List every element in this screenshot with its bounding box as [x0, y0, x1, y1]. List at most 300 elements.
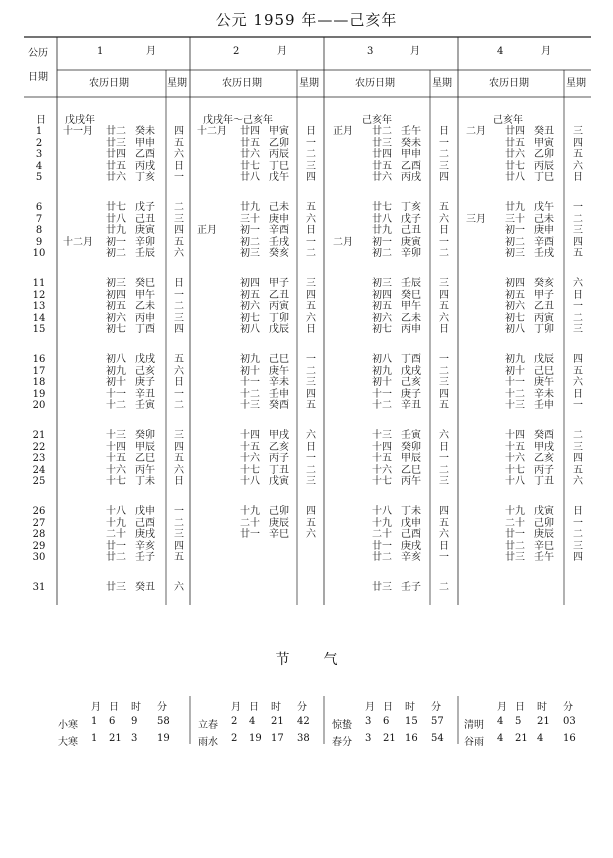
lunar-day: 二十	[240, 517, 260, 529]
ganzhi: 丙寅	[269, 301, 289, 313]
ganzhi: 甲午	[401, 301, 421, 313]
solar-term-value: 2	[231, 716, 238, 727]
jieqi-header: 时	[537, 702, 547, 713]
lunar-day: 十七	[505, 464, 525, 476]
lunar-day: 廿三	[372, 137, 392, 149]
lunar-day: 十一	[505, 377, 525, 389]
lunar-month-label: 十二月	[63, 236, 93, 248]
lunar-month-label: 正月	[333, 126, 353, 137]
ganzhi: 乙卯	[269, 137, 289, 149]
solar-term-value: 5	[515, 716, 522, 727]
weekday: 一	[573, 400, 583, 412]
ganzhi: 乙亥	[534, 453, 554, 465]
ganzhi: 己巳	[534, 365, 554, 377]
lunar-day: 十八	[505, 476, 525, 488]
ganzhi: 辛巳	[534, 540, 554, 552]
ganzhi: 癸丑	[135, 582, 155, 593]
jieqi-header: 月	[231, 702, 241, 713]
lunar-day: 廿三	[372, 582, 392, 593]
lunar-day: 初六	[372, 312, 392, 324]
jieqi-header: 月	[91, 702, 101, 713]
ganzhi: 壬寅	[401, 430, 421, 441]
solar-term-value: 3	[131, 733, 138, 744]
solar-term-name: 立春	[198, 720, 218, 731]
ganzhi: 癸亥	[534, 278, 554, 289]
ganzhi: 丁未	[135, 476, 155, 488]
weekday: 四	[439, 172, 449, 184]
ganzhi: 己丑	[135, 213, 155, 225]
weekday: 四	[174, 324, 184, 336]
weekday: 六	[174, 582, 184, 593]
gregorian-day: 25	[32, 476, 46, 488]
weekday: 三	[174, 529, 184, 541]
lunar-day: 廿七	[106, 202, 126, 213]
ganzhi: 辛卯	[135, 236, 155, 248]
ganzhi: 乙丑	[534, 301, 554, 313]
weekday: 一	[174, 506, 184, 517]
lunar-day: 十四	[505, 430, 525, 441]
jieqi-header: 月	[365, 702, 375, 713]
ganzhi: 己未	[534, 213, 554, 225]
weekday: 日	[573, 172, 583, 184]
ganzhi: 己卯	[269, 506, 289, 517]
ganzhi: 丙申	[135, 312, 155, 324]
weekday: 三	[306, 476, 316, 488]
weekday: 二	[306, 149, 316, 161]
ganzhi: 戊辰	[534, 354, 554, 365]
jieqi-header: 日	[249, 702, 259, 713]
lunar-day: 十七	[240, 464, 260, 476]
ganzhi: 丙午	[401, 476, 421, 488]
gregorian-day: 23	[32, 453, 46, 465]
lunar-day: 十三	[372, 430, 392, 441]
weekday: 三	[573, 126, 583, 137]
lunar-day: 初七	[240, 312, 260, 324]
weekday: 二	[174, 202, 184, 213]
lunar-day: 初四	[106, 289, 126, 301]
weekday: 三	[573, 441, 583, 453]
ganzhi: 辛丑	[401, 400, 421, 412]
ganzhi: 辛卯	[401, 248, 421, 260]
lunar-day: 十四	[240, 430, 260, 441]
solar-term-value: 4	[497, 716, 504, 727]
ganzhi: 壬申	[269, 388, 289, 400]
weekday: 六	[439, 312, 449, 324]
weekday: 日	[174, 160, 184, 172]
weekday: 四	[306, 172, 316, 184]
weekday: 二	[174, 301, 184, 313]
gregorian-day: 1	[35, 126, 43, 137]
solar-term-value: 58	[157, 716, 170, 727]
gregorian-day: 10	[32, 248, 46, 260]
weekday: 三	[573, 324, 583, 336]
lunar-day: 初五	[106, 301, 126, 313]
solar-term-value: 6	[383, 716, 390, 727]
weekday: 一	[573, 517, 583, 529]
ganzhi: 癸丑	[534, 126, 554, 137]
weekday: 二	[439, 365, 449, 377]
gregorian-day: 12	[32, 289, 46, 301]
lunar-day: 十一	[240, 377, 260, 389]
lunar-day: 初一	[372, 236, 392, 248]
solar-term-value: 21	[515, 733, 528, 744]
ganzhi: 乙酉	[135, 149, 155, 161]
ganzhi: 丙子	[534, 464, 554, 476]
solar-term-value: 17	[271, 733, 284, 744]
lunar-day: 初一	[106, 236, 126, 248]
ganzhi: 庚戌	[135, 529, 155, 541]
weekday: 五	[306, 517, 316, 529]
lunar-month-label: 十一月	[63, 126, 93, 137]
lunar-day: 初三	[106, 278, 126, 289]
ganzhi: 辛丑	[135, 388, 155, 400]
lunar-day: 十五	[106, 453, 126, 465]
weekday: 日	[439, 441, 449, 453]
weekday: 四	[174, 126, 184, 137]
jieqi-header: 时	[271, 702, 281, 713]
month-2-unit: 月	[277, 46, 287, 57]
lunar-day: 初八	[240, 324, 260, 336]
year-label-1: 戊戌年	[65, 115, 95, 126]
year-label-4: 己亥年	[493, 115, 523, 126]
weekday: 六	[573, 377, 583, 389]
weekday: 六	[573, 160, 583, 172]
gregorian-day: 31	[32, 582, 46, 593]
weekday: 一	[306, 354, 316, 365]
ganzhi: 壬午	[534, 552, 554, 564]
header-gongli: 公历	[28, 48, 48, 59]
lunar-day: 廿七	[240, 160, 260, 172]
weekday: 六	[174, 365, 184, 377]
ganzhi: 己酉	[135, 517, 155, 529]
solar-term-value: 1	[91, 716, 98, 727]
lunar-day: 廿九	[240, 202, 260, 213]
ganzhi: 壬申	[534, 400, 554, 412]
ganzhi: 戊戌	[135, 354, 155, 365]
header-nongli-3: 农历日期	[355, 78, 395, 89]
ganzhi: 庚午	[269, 365, 289, 377]
lunar-day: 初四	[372, 289, 392, 301]
lunar-day: 十七	[372, 476, 392, 488]
ganzhi: 戊辰	[269, 324, 289, 336]
ganzhi: 癸巳	[401, 289, 421, 301]
gregorian-day: 9	[35, 236, 43, 248]
lunar-day: 初十	[106, 377, 126, 389]
header-nongli-4: 农历日期	[489, 78, 529, 89]
jieqi-header: 分	[297, 702, 307, 713]
lunar-day: 廿六	[106, 172, 126, 184]
solar-term-value: 16	[563, 733, 576, 744]
weekday: 五	[439, 400, 449, 412]
weekday: 二	[306, 464, 316, 476]
weekday: 二	[439, 248, 449, 260]
lunar-day: 十二	[240, 388, 260, 400]
solar-term-value: 3	[365, 716, 372, 727]
ganzhi: 丁亥	[401, 202, 421, 213]
ganzhi: 丙申	[401, 324, 421, 336]
lunar-day: 初五	[505, 289, 525, 301]
lunar-day: 初七	[106, 324, 126, 336]
weekday: 六	[174, 464, 184, 476]
lunar-day: 初五	[372, 301, 392, 313]
lunar-day: 十一	[106, 388, 126, 400]
lunar-day: 初五	[240, 289, 260, 301]
lunar-day: 廿七	[372, 202, 392, 213]
solar-term-value: 57	[431, 716, 444, 727]
solar-term-value: 19	[249, 733, 262, 744]
year-label-3: 己亥年	[362, 115, 392, 126]
weekday: 三	[174, 312, 184, 324]
header-riqi: 日期	[28, 72, 48, 83]
gregorian-day: 17	[32, 365, 46, 377]
ganzhi: 癸酉	[269, 400, 289, 412]
jieqi-header: 分	[157, 702, 167, 713]
lunar-day: 廿五	[505, 137, 525, 149]
ganzhi: 庚寅	[401, 236, 421, 248]
month-3-unit: 月	[410, 46, 420, 57]
weekday: 六	[439, 529, 449, 541]
solar-term-name: 大寒	[58, 737, 78, 748]
lunar-day: 初七	[505, 312, 525, 324]
header-xingqi-4: 星期	[566, 78, 586, 89]
ganzhi: 壬戌	[534, 248, 554, 260]
weekday: 六	[306, 312, 316, 324]
lunar-day: 廿九	[106, 225, 126, 237]
month-4-num: 4	[497, 46, 504, 57]
solar-term-value: 21	[271, 716, 284, 727]
gregorian-day: 24	[32, 464, 46, 476]
weekday: 二	[573, 213, 583, 225]
ganzhi: 甲辰	[401, 453, 421, 465]
ganzhi: 戊午	[534, 202, 554, 213]
lunar-day: 廿五	[106, 160, 126, 172]
lunar-day: 廿三	[106, 137, 126, 149]
gregorian-day: 20	[32, 400, 46, 412]
weekday: 三	[306, 377, 316, 389]
weekday: 五	[573, 464, 583, 476]
weekday: 日	[306, 324, 316, 336]
lunar-day: 初八	[372, 354, 392, 365]
lunar-day: 十三	[505, 400, 525, 412]
ganzhi: 壬辰	[401, 278, 421, 289]
weekday: 一	[439, 137, 449, 149]
ganzhi: 壬戌	[269, 236, 289, 248]
ganzhi: 丙寅	[534, 312, 554, 324]
gregorian-day: 6	[35, 202, 43, 213]
ganzhi: 丁丑	[534, 476, 554, 488]
weekday: 二	[306, 365, 316, 377]
weekday: 日	[573, 506, 583, 517]
weekday: 六	[573, 476, 583, 488]
weekday: 四	[439, 388, 449, 400]
lunar-day: 廿二	[505, 540, 525, 552]
weekday: 六	[439, 430, 449, 441]
ganzhi: 丁亥	[135, 172, 155, 184]
weekday: 四	[573, 453, 583, 465]
ganzhi: 丙戌	[401, 172, 421, 184]
weekday: 一	[439, 552, 449, 564]
weekday: 四	[573, 236, 583, 248]
ganzhi: 戊子	[401, 213, 421, 225]
weekday: 一	[573, 301, 583, 313]
page-title: 公元 1959 年——己亥年	[215, 11, 398, 29]
solar-term-value: 54	[431, 733, 444, 744]
ganzhi: 癸亥	[269, 248, 289, 260]
solar-term-value: 4	[537, 733, 544, 744]
lunar-day: 廿二	[372, 552, 392, 564]
ganzhi: 庚申	[269, 213, 289, 225]
lunar-day: 十八	[372, 506, 392, 517]
ganzhi: 庚子	[135, 377, 155, 389]
lunar-day: 初六	[106, 312, 126, 324]
lunar-day: 十五	[240, 441, 260, 453]
weekday: 五	[174, 552, 184, 564]
lunar-day: 初三	[240, 248, 260, 260]
gregorian-day: 22	[32, 441, 46, 453]
ganzhi: 壬寅	[135, 400, 155, 412]
weekday: 一	[306, 453, 316, 465]
month-4-unit: 月	[541, 46, 551, 57]
lunar-day: 十四	[106, 441, 126, 453]
solar-term-value: 4	[249, 716, 256, 727]
ganzhi: 乙未	[135, 301, 155, 313]
lunar-day: 十一	[372, 388, 392, 400]
lunar-day: 初六	[240, 301, 260, 313]
lunar-day: 廿九	[372, 225, 392, 237]
solar-term-value: 42	[297, 716, 310, 727]
ganzhi: 癸未	[135, 126, 155, 137]
lunar-day: 十九	[106, 517, 126, 529]
weekday: 五	[306, 301, 316, 313]
weekday: 六	[306, 430, 316, 441]
lunar-month-label: 二月	[333, 236, 353, 248]
weekday: 一	[306, 236, 316, 248]
ganzhi: 庚寅	[135, 225, 155, 237]
ganzhi: 戊戌	[401, 365, 421, 377]
ganzhi: 乙亥	[269, 441, 289, 453]
lunar-day: 十九	[372, 517, 392, 529]
header-xingqi-1: 星期	[167, 78, 187, 89]
lunar-month-label: 二月	[466, 126, 486, 137]
ganzhi: 甲子	[269, 278, 289, 289]
ganzhi: 癸巳	[135, 278, 155, 289]
weekday: 日	[174, 278, 184, 289]
weekday: 日	[174, 377, 184, 389]
lunar-day: 初十	[372, 377, 392, 389]
lunar-day: 十三	[240, 400, 260, 412]
solar-term-name: 春分	[332, 737, 352, 748]
solar-term-name: 小寒	[58, 720, 78, 731]
ganzhi: 癸酉	[534, 430, 554, 441]
solar-term-name: 清明	[464, 720, 484, 731]
weekday: 四	[573, 552, 583, 564]
lunar-day: 廿四	[240, 126, 260, 137]
lunar-day: 廿三	[106, 582, 126, 593]
weekday: 三	[439, 377, 449, 389]
lunar-day: 初三	[505, 248, 525, 260]
lunar-day: 廿九	[505, 202, 525, 213]
lunar-month-label: 正月	[197, 225, 217, 237]
ganzhi: 甲申	[401, 149, 421, 161]
ganzhi: 丁巳	[269, 160, 289, 172]
weekday: 二	[439, 149, 449, 161]
lunar-day: 廿一	[240, 529, 260, 541]
ganzhi: 壬辰	[135, 248, 155, 260]
weekday: 三	[573, 540, 583, 552]
ganzhi: 庚午	[534, 377, 554, 389]
ganzhi: 己丑	[401, 225, 421, 237]
ganzhi: 丁卯	[534, 324, 554, 336]
weekday: 三	[174, 430, 184, 441]
lunar-day: 初九	[505, 354, 525, 365]
ganzhi: 庚辰	[534, 529, 554, 541]
month-1-unit: 月	[146, 46, 156, 57]
lunar-day: 初八	[106, 354, 126, 365]
ganzhi: 乙酉	[401, 160, 421, 172]
weekday: 一	[439, 354, 449, 365]
gregorian-day: 2	[35, 137, 43, 149]
lunar-day: 廿一	[372, 540, 392, 552]
weekday: 日	[439, 126, 449, 137]
lunar-day: 十九	[505, 506, 525, 517]
lunar-day: 十三	[106, 430, 126, 441]
weekday: 一	[306, 137, 316, 149]
lunar-day: 初一	[240, 225, 260, 237]
gregorian-day: 11	[32, 278, 46, 289]
lunar-day: 廿一	[505, 529, 525, 541]
weekday: 五	[174, 354, 184, 365]
ganzhi: 甲戌	[534, 441, 554, 453]
lunar-day: 廿七	[505, 160, 525, 172]
ganzhi: 甲子	[534, 289, 554, 301]
weekday: 日	[306, 225, 316, 237]
ganzhi: 己巳	[269, 354, 289, 365]
ganzhi: 辛巳	[269, 529, 289, 541]
lunar-day: 初六	[505, 301, 525, 313]
ganzhi: 己酉	[401, 529, 421, 541]
solar-term-name: 惊蛰	[332, 720, 352, 731]
ganzhi: 乙巳	[135, 453, 155, 465]
lunar-day: 初九	[106, 365, 126, 377]
ganzhi: 辛亥	[401, 552, 421, 564]
gregorian-day: 21	[32, 430, 46, 441]
ganzhi: 庚戌	[401, 540, 421, 552]
weekday: 三	[306, 160, 316, 172]
weekday: 四	[439, 506, 449, 517]
weekday: 二	[439, 464, 449, 476]
ganzhi: 戊申	[135, 506, 155, 517]
weekday: 五	[573, 149, 583, 161]
weekday: 六	[306, 529, 316, 541]
solar-term-value: 3	[365, 733, 372, 744]
weekday: 二	[573, 312, 583, 324]
lunar-day: 十六	[240, 453, 260, 465]
month-3-num: 3	[367, 46, 374, 57]
weekday: 三	[439, 476, 449, 488]
ganzhi: 乙丑	[269, 289, 289, 301]
weekday: 四	[306, 506, 316, 517]
ganzhi: 壬子	[401, 582, 421, 593]
gregorian-day: 27	[32, 517, 46, 529]
lunar-day: 十六	[106, 464, 126, 476]
header-xingqi-3: 星期	[432, 78, 452, 89]
weekday: 六	[439, 213, 449, 225]
header-nongli-1: 农历日期	[89, 78, 129, 89]
lunar-day: 初十	[240, 365, 260, 377]
weekday: 五	[573, 365, 583, 377]
weekday: 五	[306, 202, 316, 213]
gregorian-day: 16	[32, 354, 46, 365]
